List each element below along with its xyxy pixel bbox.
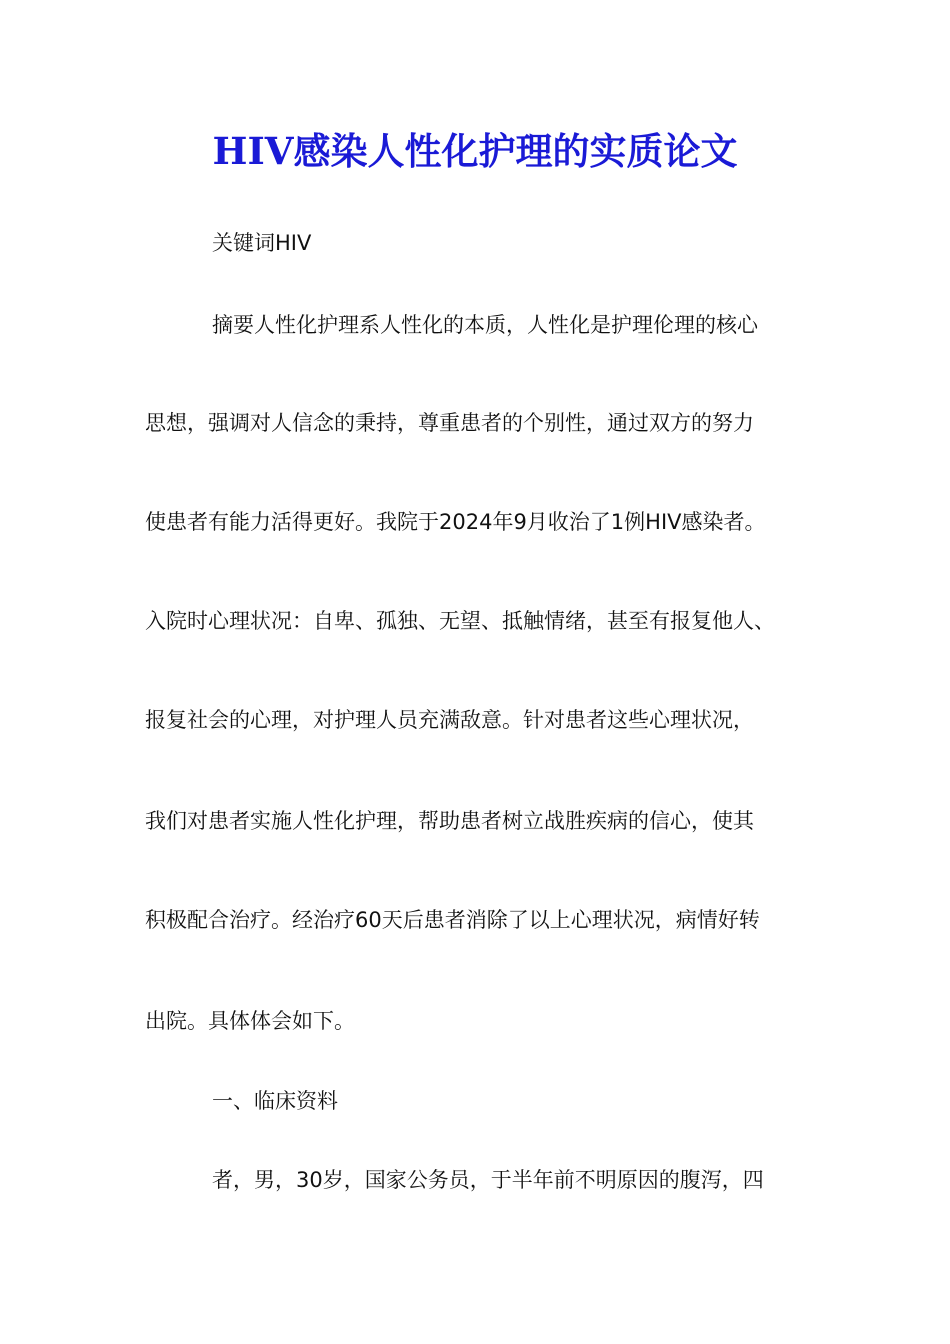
abstract-line-1: 摘要人性化护理系人性化的本质，人性化是护理伦理的核心 [212,313,758,337]
body-line: 者，男，30岁，国家公务员，于半年前不明原因的腹泻，四 [212,1168,764,1192]
document-title: HIV感染人性化护理的实质论文 [212,129,738,173]
keywords-line: 关键词HIV [212,231,312,255]
abstract-line-2: 思想，强调对人信念的秉持，尊重患者的个别性，通过双方的努力 [145,411,754,435]
abstract-line-7: 积极配合治疗。经治疗60天后患者消除了以上心理状况，病情好转 [145,908,760,932]
section-heading: 一、临床资料 [212,1089,338,1113]
abstract-line-4: 入院时心理状况：自卑、孤独、无望、抵触情绪，甚至有报复他人、 [145,609,775,633]
abstract-line-8: 出院。具体体会如下。 [145,1009,355,1033]
abstract-line-3: 使患者有能力活得更好。我院于2024年9月收治了1例HIV感染者。 [145,510,766,534]
abstract-line-6: 我们对患者实施人性化护理，帮助患者树立战胜疾病的信心，使其 [145,809,754,833]
abstract-line-5: 报复社会的心理，对护理人员充满敌意。针对患者这些心理状况， [145,708,754,732]
